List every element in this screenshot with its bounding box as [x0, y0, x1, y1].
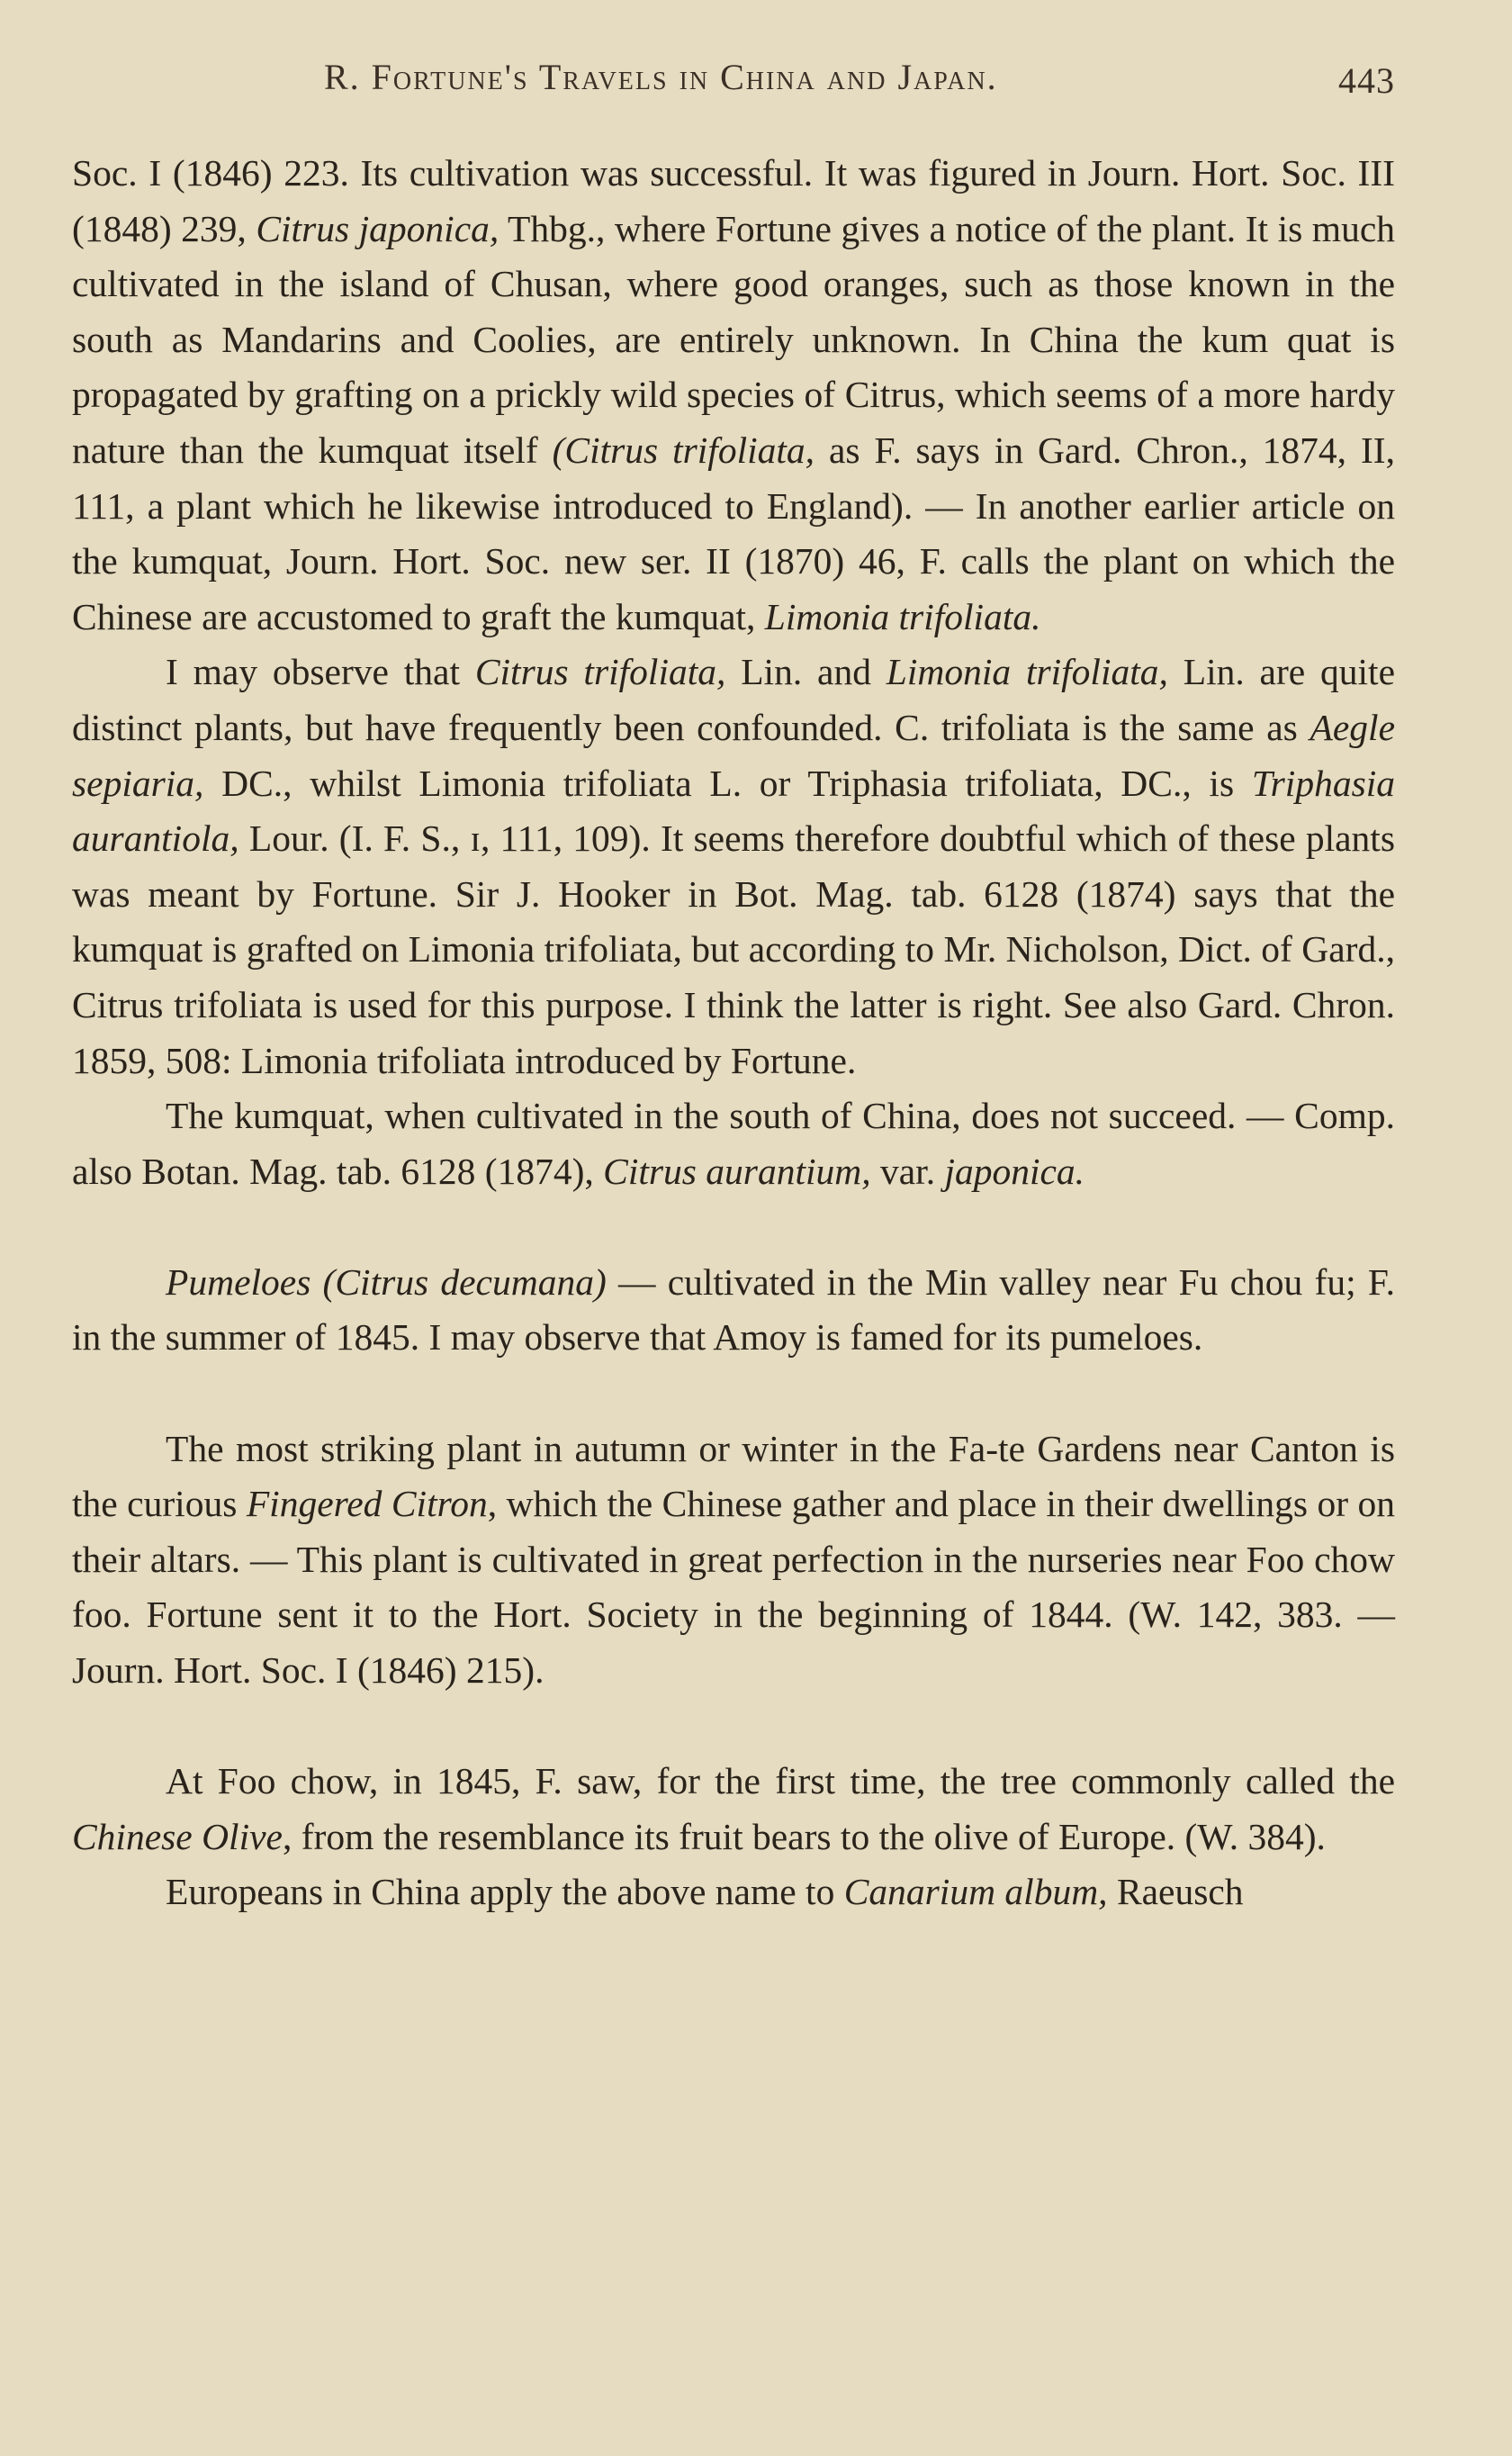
body-text	[72, 146, 1395, 1920]
paragraph	[72, 1754, 1395, 1865]
text-run: Europeans in China apply the above name to	[166, 1871, 844, 1913]
text-run: Lin. are quite distinct plants, but have frequently been confounded. C. trifoliata is the same as	[72, 651, 1395, 748]
italic-term: Canarium album,	[843, 1871, 1108, 1913]
text-run: The kumquat, when cultivated in the south of China, does not succeed. — Comp. also Botan. Mag. tab. 6128 (1874),	[72, 1095, 1395, 1192]
text-run: At Foo chow, in 1845, F. saw, for the first time, the tree commonly called the	[166, 1760, 1395, 1802]
text-run: , from the resemblance its fruit bears to the olive of Europe. (W. 384).	[282, 1815, 1326, 1857]
text-run: Raeusch	[1107, 1871, 1244, 1913]
page-number: 443	[1338, 60, 1395, 101]
text-run: var.	[870, 1150, 945, 1192]
italic-term: Citrus trifoliata,	[474, 651, 726, 693]
text-run: Lour. (I. F. S., ɪ, 111, 109). It seems therefore doubtful which of these plants was meant by Fortune. Sir J. Hooker in Bot. Mag. tab. 6128 (1874) says that the kumquat is grafted on Limonia trifoliata, but according to Mr. Nicholson, Dict. of Gard., Citrus trifoliata is used for this purpose. I think the latter is right. See also Gard. Chron. 1859, 508: Limonia trifoliata introduced by Fortune.	[72, 817, 1395, 1081]
text-run: as F. says in Gard. Chron., 1874, II, 111, a plant which he likewise introduced to England). — In another earlier article on the kumquat, Journ. Hort. Soc. new ser. II (1870) 46, F. calls the plant on which the Chinese are accustomed to graft the kumquat,	[72, 429, 1395, 637]
italic-term: Triphasia aurantiola,	[72, 762, 1395, 860]
paragraph	[72, 1422, 1395, 1699]
italic-term: (Citrus trifoliata,	[552, 429, 815, 471]
paragraph-gap	[72, 1699, 1395, 1755]
page-header	[72, 56, 1395, 119]
italic-term: Limonia trifoliata,	[886, 651, 1168, 693]
italic-term: japonica.	[944, 1150, 1085, 1192]
italic-term: Pumeloes (Citrus decumana)	[166, 1260, 607, 1303]
text-run: , which the Chinese gather and place in their dwellings or on their altars. — This plant is cultivated in great perfection in the nurseries near Foo chow foo. Fortune sent it to the Hort. Society in the beginning of 1844. (W. 142, 383. — Journ. Hort. Soc. I (1846) 215).	[72, 1483, 1395, 1692]
text-run: — cultivated in the Min valley near Fu chou fu; F. in the summer of 1845. I may observe that Amoy is famed for its pumeloes.	[72, 1260, 1395, 1359]
italic-term: Fingered Citron	[246, 1483, 488, 1525]
paragraph	[72, 1255, 1395, 1366]
text-run: The most striking plant in autumn or winter in the Fa-te Gardens near Canton is the curious	[72, 1427, 1395, 1525]
paragraph-gap	[72, 1366, 1395, 1422]
text-run: DC., whilst Limonia trifoliata L. or Triphasia trifoliata, DC., is	[203, 762, 1252, 804]
paragraph-gap	[72, 1199, 1395, 1255]
paragraph	[72, 1865, 1395, 1920]
italic-term: Chinese Olive	[72, 1815, 283, 1857]
text-run: Soc. I (1846) 223. Its cultivation was successful. It was figured in Journ. Hort. Soc. III (1848) 239,	[72, 152, 1395, 249]
paragraph	[72, 1088, 1395, 1199]
text-run: Thbg., where Fortune gives a notice of the plant. It is much cultivated in the island of Chusan, where good oranges, such as those known in the south as Mandarins and Coolies, are entirely unknown. In China the kum quat is propagated by grafting on a prickly wild species of Citrus, which seems of a more hardy nature than the kumquat itself	[72, 207, 1395, 471]
text-run: I may observe that	[166, 651, 475, 693]
italic-term: Limonia trifoliata.	[764, 595, 1041, 637]
italic-term: Citrus japonica,	[256, 207, 500, 249]
paragraph	[72, 146, 1395, 645]
italic-term: Aegle sepiaria,	[72, 706, 1395, 804]
running-title: R. Fortune's Travels in China and Japan.	[324, 57, 998, 97]
text-run: Lin. and	[725, 651, 886, 693]
italic-term: Citrus aurantium,	[603, 1150, 871, 1192]
paragraph	[72, 645, 1395, 1088]
